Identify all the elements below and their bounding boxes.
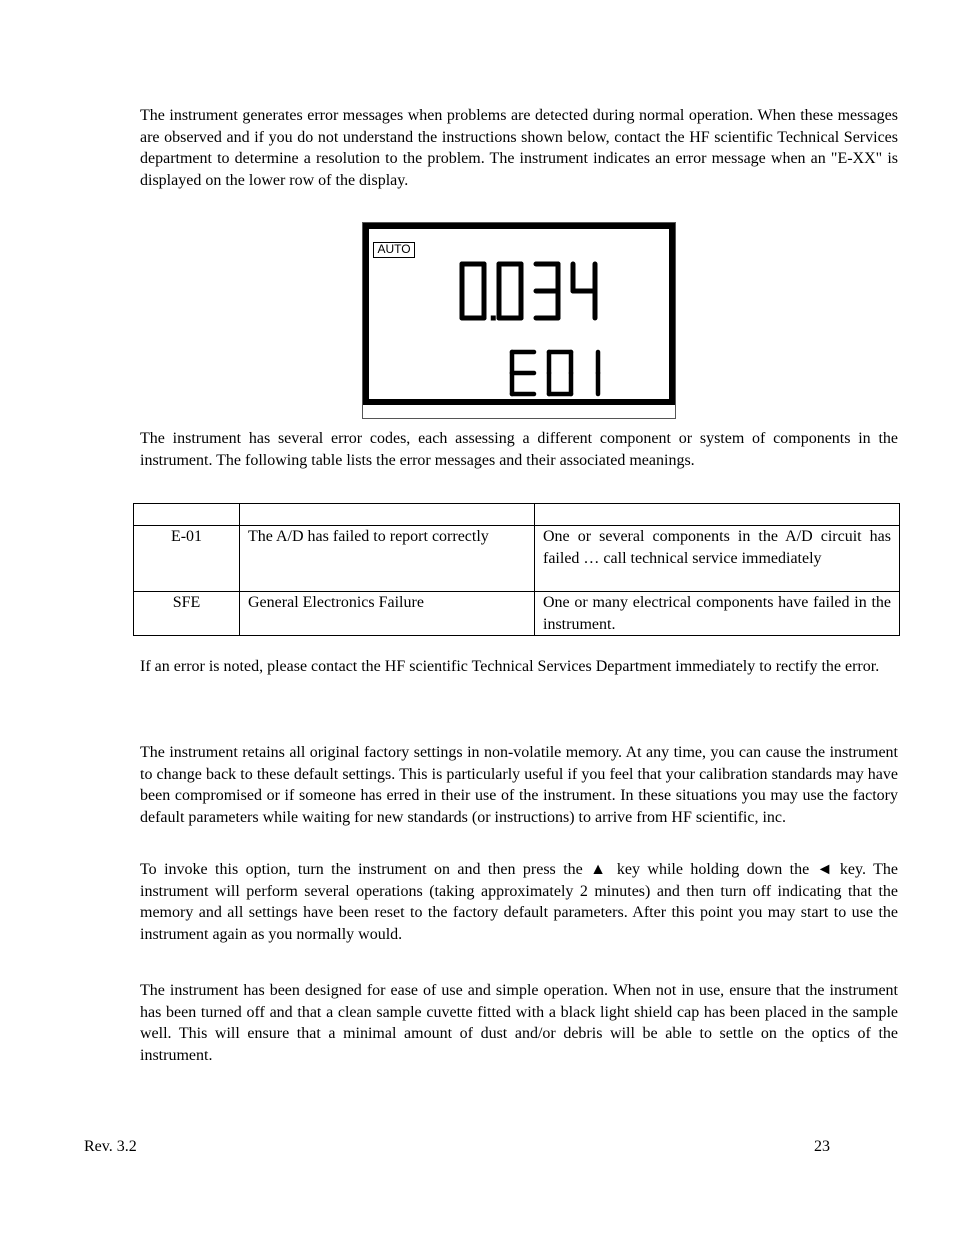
- upper-reading-digit: [573, 264, 595, 318]
- error-code-cell: E-01: [134, 526, 240, 592]
- invoke-reset-paragraph: To invoke this option, turn the instrument on and then press the ▲ key while holding down the ◄ key. The instrument will perform several operations (taking approximately 2 minutes) and then turn off indicating that the memory and all settings have been reset to the factory default parameters. After this point you may start to use the instrument again as you normally would.: [140, 861, 898, 943]
- page-number: 23: [814, 1138, 830, 1155]
- table-row: [134, 526, 900, 592]
- intro-paragraph: The instrument generates error messages when problems are detected during normal operation. When these messages are observed and if you do not understand the instructions shown below, contact the HF scientific Technical Services department to determine a resolution to the problem. The instrument indicates an error message when an "E-XX" is displayed on the lower row of the display.: [140, 107, 898, 189]
- table-row: [134, 592, 900, 636]
- upper-reading-decimal-point: [491, 316, 496, 321]
- factory-settings-paragraph: The instrument retains all original factory settings in non-volatile memory. At any time, you can cause the instrument to change back to these default settings. This is particularly useful if you feel that your calibration standards may have been compromised or if someone has erred in their use of the instrument. In these situations you may use the factory default parameters while waiting for new standards (or instructions) to arrive from HF scientific, inc.: [140, 744, 898, 826]
- header-cell-description: [240, 504, 535, 526]
- lcd-display-figure: [362, 222, 676, 419]
- upper-reading-digit: [536, 264, 558, 318]
- header-cell-action: [535, 504, 900, 526]
- auto-mode-indicator: AUTO: [373, 242, 415, 258]
- header-cell-code: [134, 504, 240, 526]
- upper-reading-digit: [462, 264, 484, 318]
- lcd-digits: [363, 223, 675, 405]
- maintenance-paragraph: The instrument has been designed for ease of use and simple operation. When not in use, ensure that the instrument has been turned off and that a clean sample cuvette fitted with a black light shield cap has been placed in the sample well. This will ensure that a minimal amount of dust and/or debris will be able to settle on the optics of the instrument.: [140, 982, 898, 1064]
- error-action-cell: One or many electrical components have failed in the instrument.: [535, 592, 900, 636]
- revision-label: Rev. 3.2: [84, 1138, 137, 1155]
- lower-reading-digit: [549, 352, 571, 394]
- error-description-cell: The A/D has failed to report correctly: [240, 526, 535, 592]
- lower-reading-digit: [512, 352, 534, 394]
- upper-reading-digit: [499, 264, 521, 318]
- contact-paragraph: If an error is noted, please contact the HF scientific Technical Services Department immediately to rectify the error.: [140, 658, 880, 675]
- error-table: [133, 503, 900, 636]
- error-codes-paragraph: The instrument has several error codes, each assessing a different component or system of components in the instrument. The following table lists the error messages and their associated meanings.: [140, 430, 898, 469]
- error-description-cell: General Electronics Failure: [240, 592, 535, 636]
- error-code-cell: SFE: [134, 592, 240, 636]
- table-header-row: [134, 504, 900, 526]
- error-action-cell: One or several components in the A/D circuit has failed … call technical service immediately: [535, 526, 900, 592]
